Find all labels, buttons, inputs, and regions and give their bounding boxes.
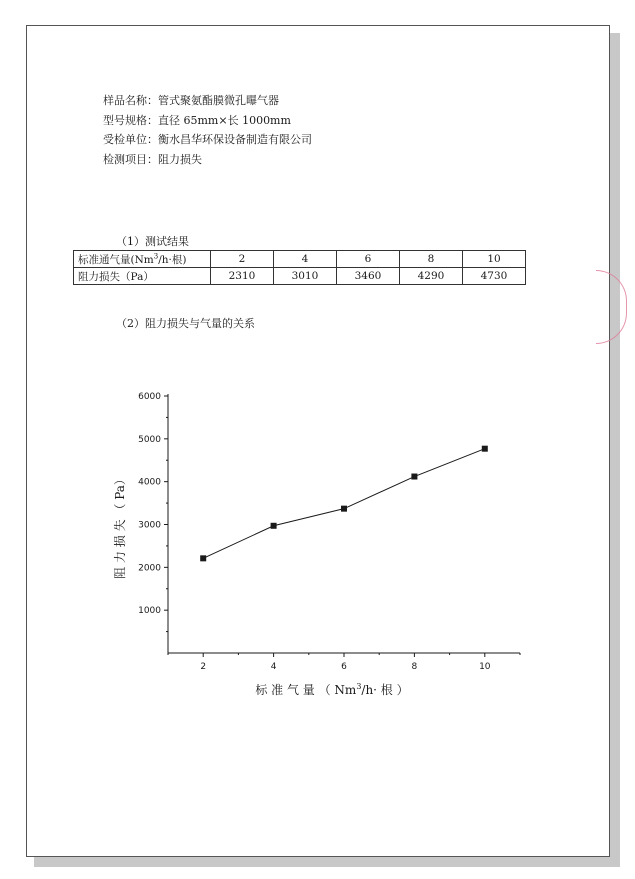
- row-header-airflow-text-b: /h·根): [158, 253, 187, 266]
- x-tick-label: 4: [270, 662, 277, 672]
- y-tick-label: 6000: [138, 392, 161, 402]
- table-cell: 6: [337, 251, 400, 268]
- x-tick-label: 8: [411, 662, 418, 672]
- y-tick-label: 5000: [138, 434, 161, 445]
- x-axis-label-sup: 3: [356, 682, 362, 691]
- x-axis: [168, 653, 520, 672]
- table-cell: 10: [463, 251, 526, 268]
- data-point: [200, 555, 206, 561]
- x-axis-label: [255, 682, 408, 697]
- results-table: [73, 250, 526, 285]
- y-axis: [138, 392, 168, 653]
- table-cell: 4: [274, 251, 337, 268]
- model-spec: 型号规格：直径 65mm×长 1000mm: [103, 113, 291, 127]
- table-cell: 8: [400, 251, 463, 268]
- y-tick-label: 1000: [138, 606, 161, 617]
- data-point: [411, 474, 417, 480]
- row-header-airflow-text: 标准通气量(Nm: [78, 253, 154, 266]
- chart-title: （2）阻力损失与气量的关系: [116, 317, 255, 330]
- y-axis-label: 阻 力 损 失 （ Pa）: [113, 473, 127, 579]
- table-cell: 3460: [337, 268, 400, 285]
- table-cell: 3010: [274, 268, 337, 285]
- table-cell: 2310: [211, 268, 274, 285]
- results-title: （1）测试结果: [116, 235, 189, 248]
- sample-info: [103, 91, 312, 169]
- table-row: [74, 268, 526, 285]
- data-point: [482, 446, 488, 452]
- row-header-airflow: [74, 251, 211, 268]
- x-tick-label: 10: [479, 662, 491, 672]
- sample-name: 样品名称：管式聚氨酯膜微孔曝气器: [103, 94, 279, 107]
- row-header-airflow-sup: 3: [153, 252, 159, 260]
- data-point: [271, 523, 277, 529]
- table-row: [74, 251, 526, 268]
- series: [200, 446, 488, 562]
- series-line: [203, 449, 485, 559]
- x-axis-label-b: /h· 根 ）: [361, 683, 409, 697]
- x-tick-label: 2: [200, 662, 207, 672]
- inspected-unit: 受检单位：衡水昌华环保设备制造有限公司: [103, 133, 312, 146]
- table-cell: 4730: [463, 268, 526, 285]
- data-point: [341, 506, 347, 512]
- y-tick-label: 3000: [138, 520, 161, 531]
- x-tick-label: 6: [341, 662, 347, 672]
- y-tick-label: 2000: [138, 563, 161, 574]
- red-seal-stamp: [596, 270, 627, 344]
- table-cell: 2: [211, 251, 274, 268]
- resistance-chart: [100, 385, 530, 705]
- y-tick-label: 4000: [138, 477, 161, 488]
- table-cell: 4290: [400, 268, 463, 285]
- test-item: 检测项目：阻力损失: [103, 152, 202, 166]
- row-header-resistance: 阻力损失（Pa）: [74, 268, 211, 285]
- x-axis-label-a: 标 准 气 量 （ Nm: [255, 683, 357, 697]
